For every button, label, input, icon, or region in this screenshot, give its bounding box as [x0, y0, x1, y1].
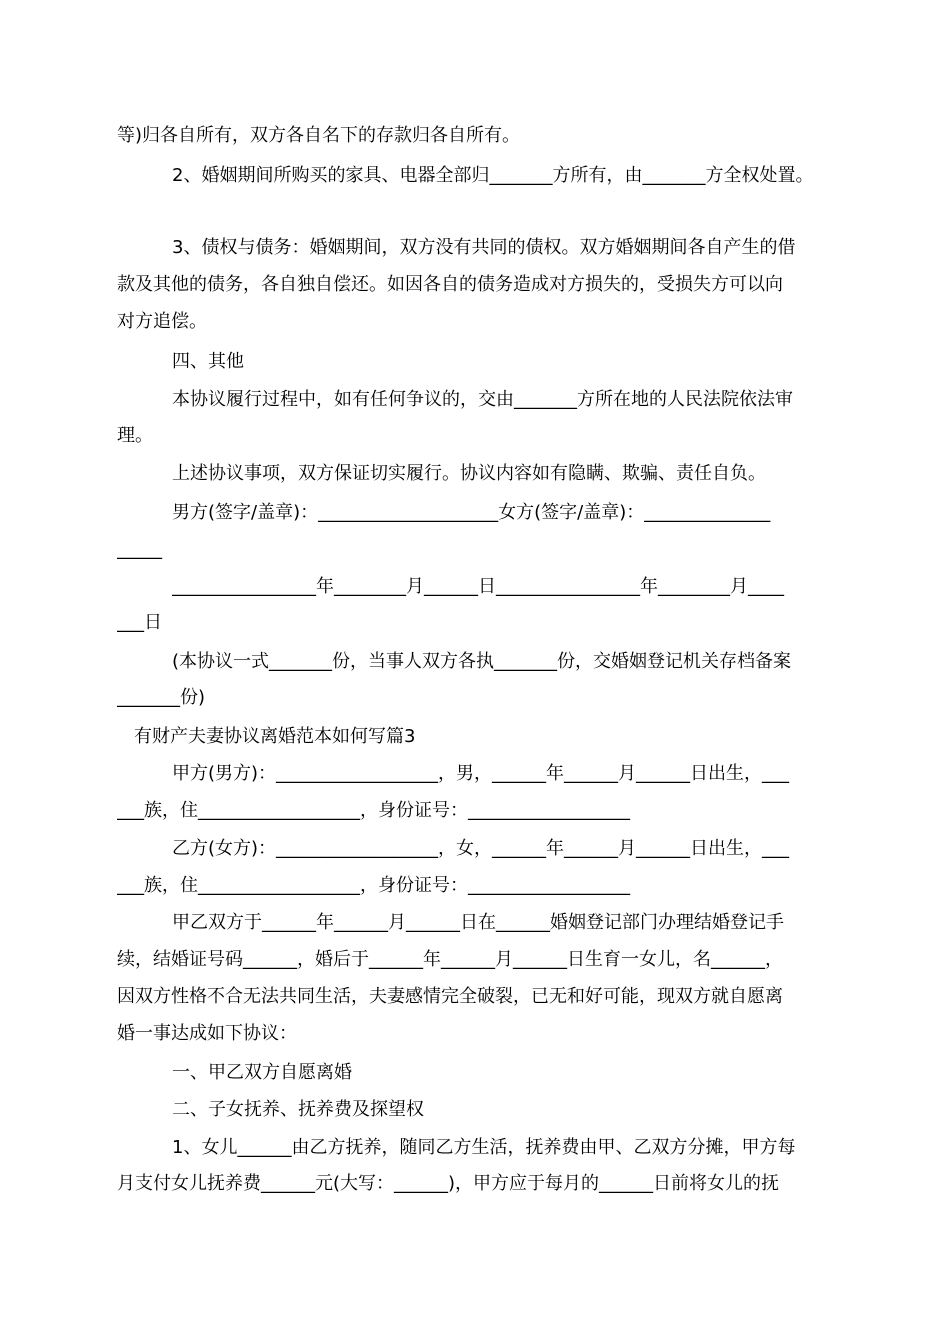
text-line: 2、婚姻期间所购买的家具、电器全部归_______方所有，由_______方全权处置。 [172, 165, 814, 186]
text-line: _______份) [117, 687, 206, 708]
text-line: 等)归各自所有，双方各自名下的存款归各自所有。 [117, 125, 521, 146]
party-line: 乙方(女方)：__________________，女，______年______月______日出生，___ [172, 838, 790, 859]
section-heading: 二、子女抚养、抚养费及探望权 [172, 1099, 424, 1120]
text-line: 3、债权与债务：婚姻期间，双方没有共同的债权。双方婚姻期间各自产生的借 [172, 237, 796, 258]
text-line: 对方追偿。 [117, 311, 207, 332]
text-line: 本协议履行过程中，如有任何争议的，交由_______方所在地的人民法院依法审 [172, 389, 793, 410]
signature-line: _____ [117, 539, 162, 560]
signature-line: 男方(签字/盖章)：____________________女方(签字/盖章)：______________ [172, 502, 771, 523]
text-line: 因双方性格不合无法共同生活，夫妻感情完全破裂，已无和好可能，现双方就自愿离 [117, 986, 783, 1007]
text-line: 婚一事达成如下协议： [117, 1023, 297, 1044]
party-line: ___族，住__________________，身份证号：__________________ [117, 875, 630, 896]
party-line: 甲方(男方)：__________________，男，______年______月______日出生，___ [172, 763, 790, 784]
article-title: 有财产夫妻协议离婚范本如何写篇3 [134, 726, 416, 747]
party-line: ___族，住__________________，身份证号：__________________ [117, 800, 630, 821]
text-line: 理。 [117, 425, 153, 446]
text-line: 续，结婚证号码______，婚后于______年______月______日生育一女儿，名______， [117, 949, 783, 970]
section-heading: 一、甲乙双方自愿离婚 [172, 1062, 352, 1083]
text-line: 1、女儿______由乙方抚养，随同乙方生活，抚养费由甲、乙双方分摊，甲方每 [172, 1137, 796, 1158]
date-line: ________________年________月______日________________年________月____ [172, 576, 784, 597]
text-line: 款及其他的债务，各自独自偿还。如因各自的债务造成对方损失的，受损失方可以向 [117, 274, 783, 295]
section-heading: 四、其他 [172, 351, 244, 372]
text-line: 甲乙双方于______年______月______日在______婚姻登记部门办理结婚登记手 [172, 912, 784, 933]
date-line: ___日 [117, 612, 162, 633]
text-line: (本协议一式_______份，当事人双方各执_______份，交婚姻登记机关存档备案 [172, 651, 792, 672]
text-line: 上述协议事项，双方保证切实履行。协议内容如有隐瞒、欺骗、责任自负。 [172, 463, 766, 484]
text-line: 月支付女儿抚养费______元(大写：______)，甲方应于每月的______日前将女儿的抚 [117, 1173, 780, 1194]
